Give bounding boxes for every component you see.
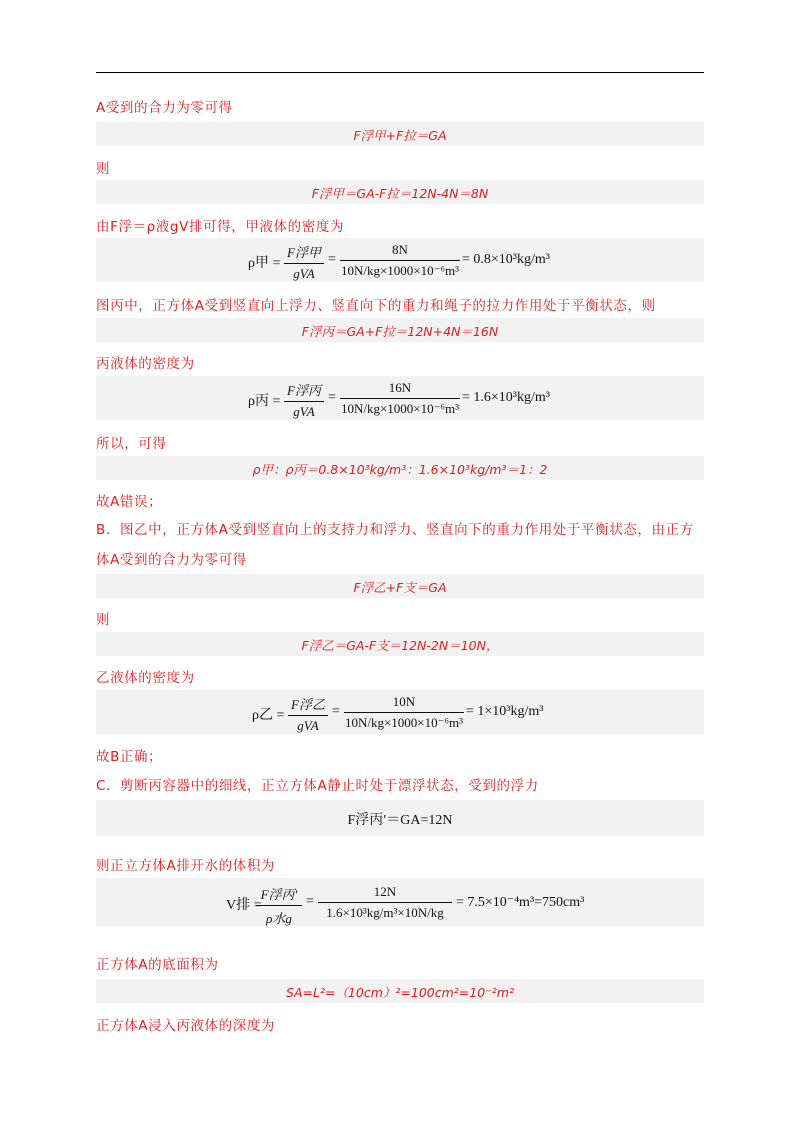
equation-bar: [96, 574, 704, 598]
equation-bar: [96, 318, 704, 342]
formula-rhs: = 7.5×10⁻⁴m³=750cm³: [456, 895, 585, 910]
equation: SA=L²=（10cm）²=100cm²=10⁻²m²: [286, 985, 514, 1000]
formula-lhs: V排 =: [226, 898, 262, 913]
formula-fraction: F浮乙 gVA: [288, 694, 328, 734]
text-line: 故A错误；: [96, 494, 163, 510]
formula-fraction: F浮甲 gVA: [284, 242, 324, 282]
formula-fraction: $\frac{8N}{\text{10N/kg×1000×10⁻⁶m³}}$: [340, 242, 460, 278]
text-line: A受到的合力为零可得: [96, 100, 233, 116]
equation-bar: [96, 122, 704, 146]
header-rule: [96, 72, 704, 73]
equals-sign: =: [328, 390, 336, 405]
text-line: 体A受到的合力为零可得: [96, 552, 247, 568]
equals-sign: =: [332, 704, 340, 719]
equation: F浮丙＝GA+F拉＝12N+4N＝16N: [301, 324, 499, 339]
formula-bar: [96, 376, 704, 420]
formula-fraction: F浮丙 gVA: [284, 380, 324, 420]
formula-rhs: = 1.6×10³kg/m³: [462, 390, 550, 405]
equation: F浮甲+F拉＝GA: [353, 128, 447, 143]
formula-rhs: = 1×10³kg/m³: [466, 704, 544, 719]
text-line: C．剪断丙容器中的细线，正立方体A静止时处于漂浮状态，受到的浮力: [96, 778, 539, 794]
formula-fraction: $\frac{16N}{\text{10N/kg×1000×10⁻⁶m³}}$: [340, 380, 460, 416]
text-line: 正方体A浸入丙液体的深度为: [96, 1018, 276, 1034]
text-line: 图丙中，正方体A受到竖直向上浮力、竖直向下的重力和绳子的拉力作用处于平衡状态，则: [96, 298, 656, 314]
equation-bar: [96, 979, 704, 1003]
equation: F浮乙＝GA-F支＝12N-2N＝10N，: [301, 638, 499, 653]
equals-sign: =: [306, 894, 314, 909]
text-line: 由F浮＝ρ液gV排可得，甲液体的密度为: [96, 219, 345, 235]
text-line: 正方体A的底面积为: [96, 957, 219, 973]
formula-fraction: $\frac{12N}{\text{1.6×10³kg/m³×10N/kg}}$: [318, 884, 452, 921]
formula-bar: [96, 690, 704, 734]
text-line: 乙液体的密度为: [96, 670, 195, 686]
equation: F浮甲＝GA-F拉＝12N-4N＝8N: [311, 186, 489, 201]
text-line: 则: [96, 161, 111, 177]
formula-bar: [96, 238, 704, 282]
equation-bar: [96, 180, 704, 204]
formula: F浮丙′＝GA=12N: [347, 813, 453, 828]
formula-lhs: ρ甲 =: [248, 256, 281, 271]
formula-lhs: ρ乙 =: [252, 708, 285, 723]
equation-bar: [96, 456, 704, 480]
formula-rhs: = 0.8×10³kg/m³: [462, 252, 550, 267]
text-line: 故B正确；: [96, 749, 163, 765]
formula-bar: [96, 878, 704, 926]
text-line: 所以，可得: [96, 436, 167, 452]
equation: F浮乙+F支＝GA: [353, 580, 447, 595]
equals-sign: =: [328, 252, 336, 267]
text-line: B．图乙中，正方体A受到竖直向上的支持力和浮力、竖直向下的重力作用处于平衡状态，由正方: [96, 522, 694, 538]
text-line: 则正立方体A排开水的体积为: [96, 858, 276, 874]
formula-fraction: $\frac{10N}{\text{10N/kg×1000×10⁻⁶m³}}$: [344, 694, 464, 730]
formula-lhs: ρ丙 =: [248, 394, 281, 409]
equation: ρ甲：ρ丙＝0.8×10³kg/m³：1.6×10³kg/m³＝1：2: [252, 462, 548, 477]
formula-fraction: F浮丙′ ρ水g: [256, 884, 302, 927]
formula-bar: [96, 800, 704, 836]
text-line: 丙液体的密度为: [96, 356, 195, 372]
equation-bar: [96, 632, 704, 656]
text-line: 则: [96, 612, 111, 628]
